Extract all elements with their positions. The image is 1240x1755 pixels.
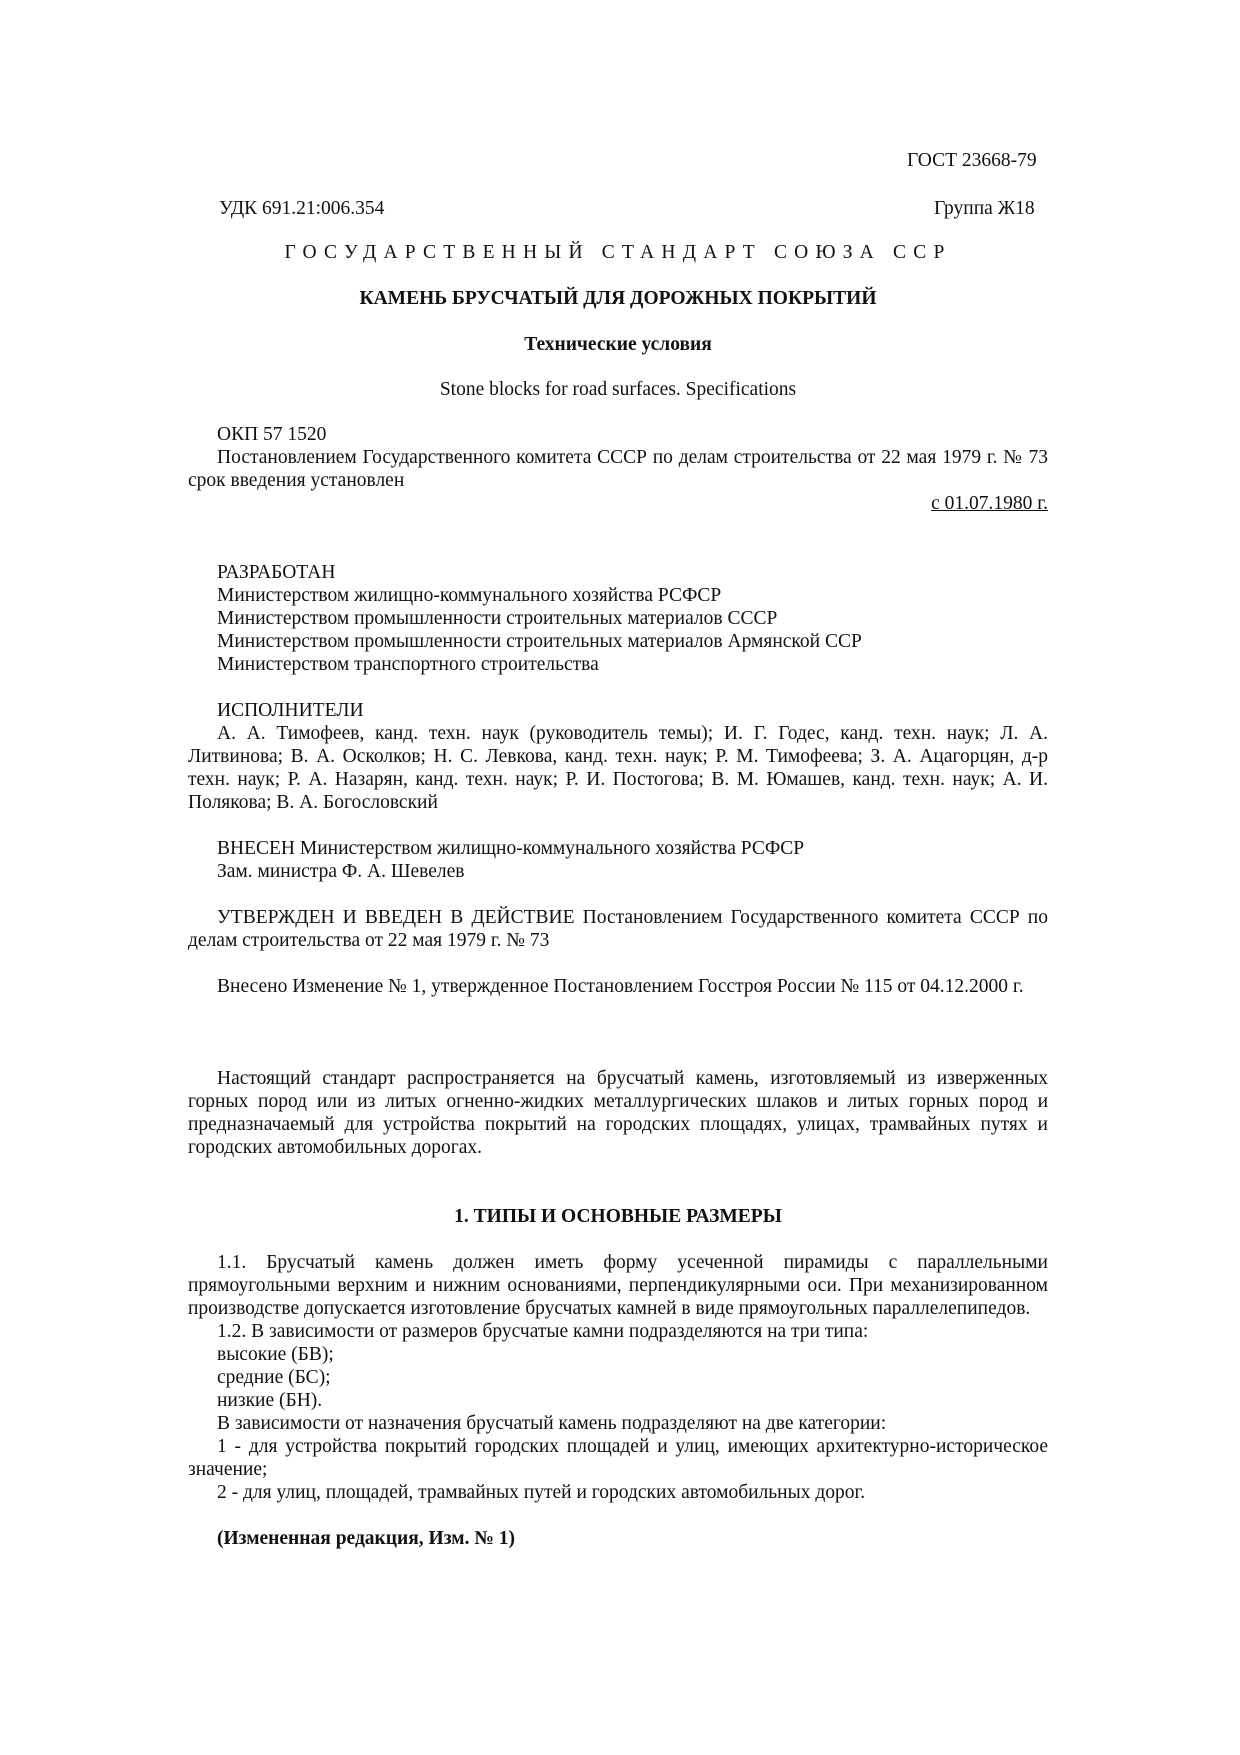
executors-block — [188, 699, 1048, 814]
intro-block — [188, 423, 1048, 515]
type-item: высокие (БВ); — [217, 1344, 334, 1365]
executors-list: А. А. Тимофеев, канд. техн. наук (руководитель темы); И. Г. Годес, канд. техн. наук; Л. А. Литвинова; В. А. Осколков; Н. С. Левкова, канд. техн. наук; Р. М. Тимофеева; З. А. Ацагорцян, д-р техн. наук; Р. А. Назарян, канд. техн. наук; Р. И. Постогова; В. М. Юмашев, канд. техн. наук; А. И. Полякова; В. А. Богословский — [188, 723, 1048, 813]
section-1-body — [188, 1251, 1048, 1504]
effective-date: с 01.07.1980 г. — [931, 493, 1048, 514]
developed-heading: РАЗРАБОТАН — [217, 562, 336, 583]
type-item: средние (БС); — [217, 1367, 331, 1388]
gost-number: ГОСТ 23668-79 — [907, 150, 1037, 171]
revision-note-block — [188, 1527, 1048, 1550]
scope-block — [188, 1067, 1048, 1159]
approved-block — [188, 906, 1048, 952]
developer-line: Министерством промышленности строительных материалов СССР — [217, 608, 778, 629]
udk-code: УДК 691.21:006.354 — [219, 198, 385, 219]
group-code: Группа Ж18 — [934, 198, 1035, 219]
okp-code: ОКП 57 1520 — [217, 424, 327, 445]
approved-text: УТВЕРЖДЕН И ВВЕДЕН В ДЕЙСТВИЕ Постановлением Государственного комитета СССР по делам строительства от 22 мая 1979 г. № 73 — [188, 907, 1048, 951]
section-1-heading: 1. ТИПЫ И ОСНОВНЫЕ РАЗМЕРЫ — [454, 1206, 782, 1227]
introduced-line: ВНЕСЕН Министерством жилищно-коммунального хозяйства РСФСР — [217, 838, 805, 859]
categories-intro: В зависимости от назначения брусчатый камень подразделяют на две категории: — [217, 1413, 887, 1434]
revision-note: (Измененная редакция, Изм. № 1) — [217, 1528, 516, 1549]
clause-1-2: 1.2. В зависимости от размеров брусчатые камни подразделяются на три типа: — [217, 1321, 869, 1342]
state-standard-heading: ГОСУДАРСТВЕННЫЙ СТАНДАРТ СОЮЗА ССР — [284, 242, 952, 263]
introduced-block — [188, 837, 1048, 883]
document-title: КАМЕНЬ БРУСЧАТЫЙ ДЛЯ ДОРОЖНЫХ ПОКРЫТИЙ — [359, 288, 877, 309]
developer-line: Министерством жилищно-коммунального хозяйства РСФСР — [217, 585, 722, 606]
clause-1-1: 1.1. Брусчатый камень должен иметь форму усеченной пирамиды с параллельными прямоугольными верхним и нижним основаниями, перпендикулярными оси. При механизированном производстве допускается изготовление брусчатых камней в виде прямоугольных параллелепипедов. — [188, 1252, 1048, 1319]
document-subtitle: Технические условия — [524, 334, 712, 355]
english-title: Stone blocks for road surfaces. Specifications — [439, 379, 797, 400]
executors-heading: ИСПОЛНИТЕЛИ — [217, 700, 364, 721]
category-2: 2 - для улиц, площадей, трамвайных путей и городских автомобильных дорог. — [217, 1482, 866, 1503]
amendment-block — [188, 975, 1048, 998]
deputy-minister-line: Зам. министра Ф. А. Шевелев — [217, 861, 465, 882]
type-item: низкие (БН). — [217, 1390, 323, 1411]
developer-line: Министерством транспортного строительства — [217, 654, 599, 675]
developed-block — [188, 561, 1048, 676]
category-1: 1 - для устройства покрытий городских площадей и улиц, имеющих архитектурно-историческое значение; — [188, 1436, 1048, 1480]
developer-line: Министерством промышленности строительных материалов Армянской ССР — [217, 631, 862, 652]
amendment-text: Внесено Изменение № 1, утвержденное Постановлением Госстроя России № 115 от 04.12.2000 г. — [217, 976, 1024, 997]
decree-text: Постановлением Государственного комитета СССР по делам строительства от 22 мая 1979 г. № 73 срок введения установлен — [188, 447, 1048, 491]
scope-text: Настоящий стандарт распространяется на брусчатый камень, изготовляемый из изверженных горных пород или из литых огненно-жидких металлургических шлаков и литых горных пород и предназначаемый для устройства покрытий на городских площадях, улицах, трамвайных путях и городских автомобильных дорогах. — [188, 1068, 1048, 1158]
